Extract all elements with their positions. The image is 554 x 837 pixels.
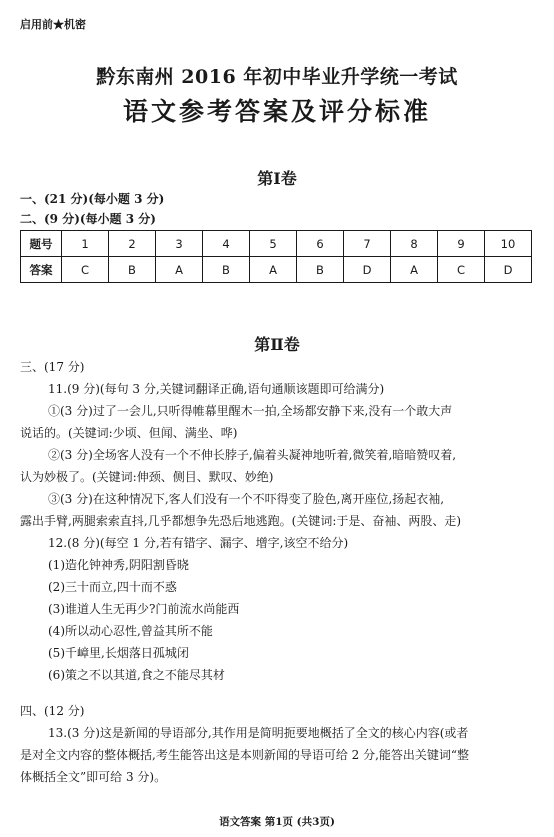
answer-cell: A bbox=[156, 257, 203, 283]
section-two-heading: 二、(9 分)(每小题 3 分) bbox=[20, 212, 156, 226]
answer-cell: A bbox=[250, 257, 297, 283]
question-number: 6 bbox=[297, 231, 344, 257]
question-number: 4 bbox=[203, 231, 250, 257]
table-row-numbers bbox=[21, 231, 532, 257]
exam-title: 黔东南州 2016 年初中毕业升学统一考试 bbox=[96, 66, 458, 88]
document-title: 语文参考答案及评分标准 bbox=[122, 97, 431, 126]
q12-item: (5)千嶂里,长烟落日孤城闭 bbox=[48, 646, 189, 660]
q11-answer-1-line2: 说话的。(关键词:少顷、但闻、满坐、哗) bbox=[20, 426, 238, 440]
q11-answer-2-line1: ②(3 分)全场客人没有一个不伸长脖子,偏着头凝神地听着,微笑着,暗暗赞叹着, bbox=[48, 448, 457, 462]
question-number: 10 bbox=[485, 231, 532, 257]
answer-cell: A bbox=[391, 257, 438, 283]
answer-cell: C bbox=[62, 257, 109, 283]
q12-item: (2)三十而立,四十而不惑 bbox=[48, 580, 177, 594]
question-number: 8 bbox=[391, 231, 438, 257]
section-three-heading: 三、(17 分) bbox=[20, 360, 85, 374]
q12-item: (3)谁道人生无再少?门前流水尚能西 bbox=[48, 602, 240, 616]
question-number: 5 bbox=[250, 231, 297, 257]
q13-line2: 是对全文内容的整体概括,考生能答出这是本则新闻的导语可给 2 分,能答出关键词“整 bbox=[20, 748, 470, 762]
q13-line3: 体概括全文”即可给 3 分)。 bbox=[20, 770, 167, 784]
q11-heading: 11.(9 分)(每句 3 分,关键词翻译正确,语句通顺该题即可给满分) bbox=[48, 382, 385, 396]
question-number: 7 bbox=[344, 231, 391, 257]
q12-item: (6)策之不以其道,食之不能尽其材 bbox=[48, 668, 225, 682]
row-label-answer: 答案 bbox=[21, 257, 62, 283]
confidential-tag: 启用前★机密 bbox=[20, 18, 86, 31]
volume-two-heading: 第Ⅱ卷 bbox=[254, 335, 300, 354]
q12-heading: 12.(8 分)(每空 1 分,若有错字、漏字、增字,该空不给分) bbox=[48, 536, 349, 550]
answer-table bbox=[20, 230, 532, 283]
answer-cell: B bbox=[297, 257, 344, 283]
section-four-heading: 四、(12 分) bbox=[20, 704, 85, 718]
question-number: 1 bbox=[62, 231, 109, 257]
row-label-number: 题号 bbox=[21, 231, 62, 257]
q11-answer-2-line2: 认为妙极了。(关键词:伸颈、侧目、默叹、妙绝) bbox=[20, 470, 274, 484]
question-number: 2 bbox=[109, 231, 156, 257]
q11-answer-1-line1: ①(3 分)过了一会儿,只听得帷幕里醒木一拍,全场都安静下来,没有一个敢大声 bbox=[48, 404, 453, 418]
answer-cell: B bbox=[203, 257, 250, 283]
question-number: 3 bbox=[156, 231, 203, 257]
q12-item: (4)所以动心忍性,曾益其所不能 bbox=[48, 624, 213, 638]
section-one-heading: 一、(21 分)(每小题 3 分) bbox=[20, 192, 165, 206]
table-row-answers bbox=[21, 257, 532, 283]
q11-answer-3-line2: 露出手臂,两腿索索直抖,几乎都想争先恐后地逃跑。(关键词:于是、奋袖、两股、走) bbox=[20, 514, 462, 528]
q13-line1: 13.(3 分)这是新闻的导语部分,其作用是简明扼要地概括了全文的核心内容(或者 bbox=[48, 726, 469, 740]
q12-item: (1)造化钟神秀,阴阳割昏晓 bbox=[48, 558, 189, 572]
answer-cell: D bbox=[485, 257, 532, 283]
q11-answer-3-line1: ③(3 分)在这种情况下,客人们没有一个不吓得变了脸色,离开座位,扬起衣袖, bbox=[48, 492, 445, 506]
answer-cell: C bbox=[438, 257, 485, 283]
volume-one-heading: 第Ⅰ卷 bbox=[257, 169, 297, 188]
answer-cell: D bbox=[344, 257, 391, 283]
question-number: 9 bbox=[438, 231, 485, 257]
answer-cell: B bbox=[109, 257, 156, 283]
page-footer: 语文答案 第1页 (共3页) bbox=[219, 816, 335, 828]
